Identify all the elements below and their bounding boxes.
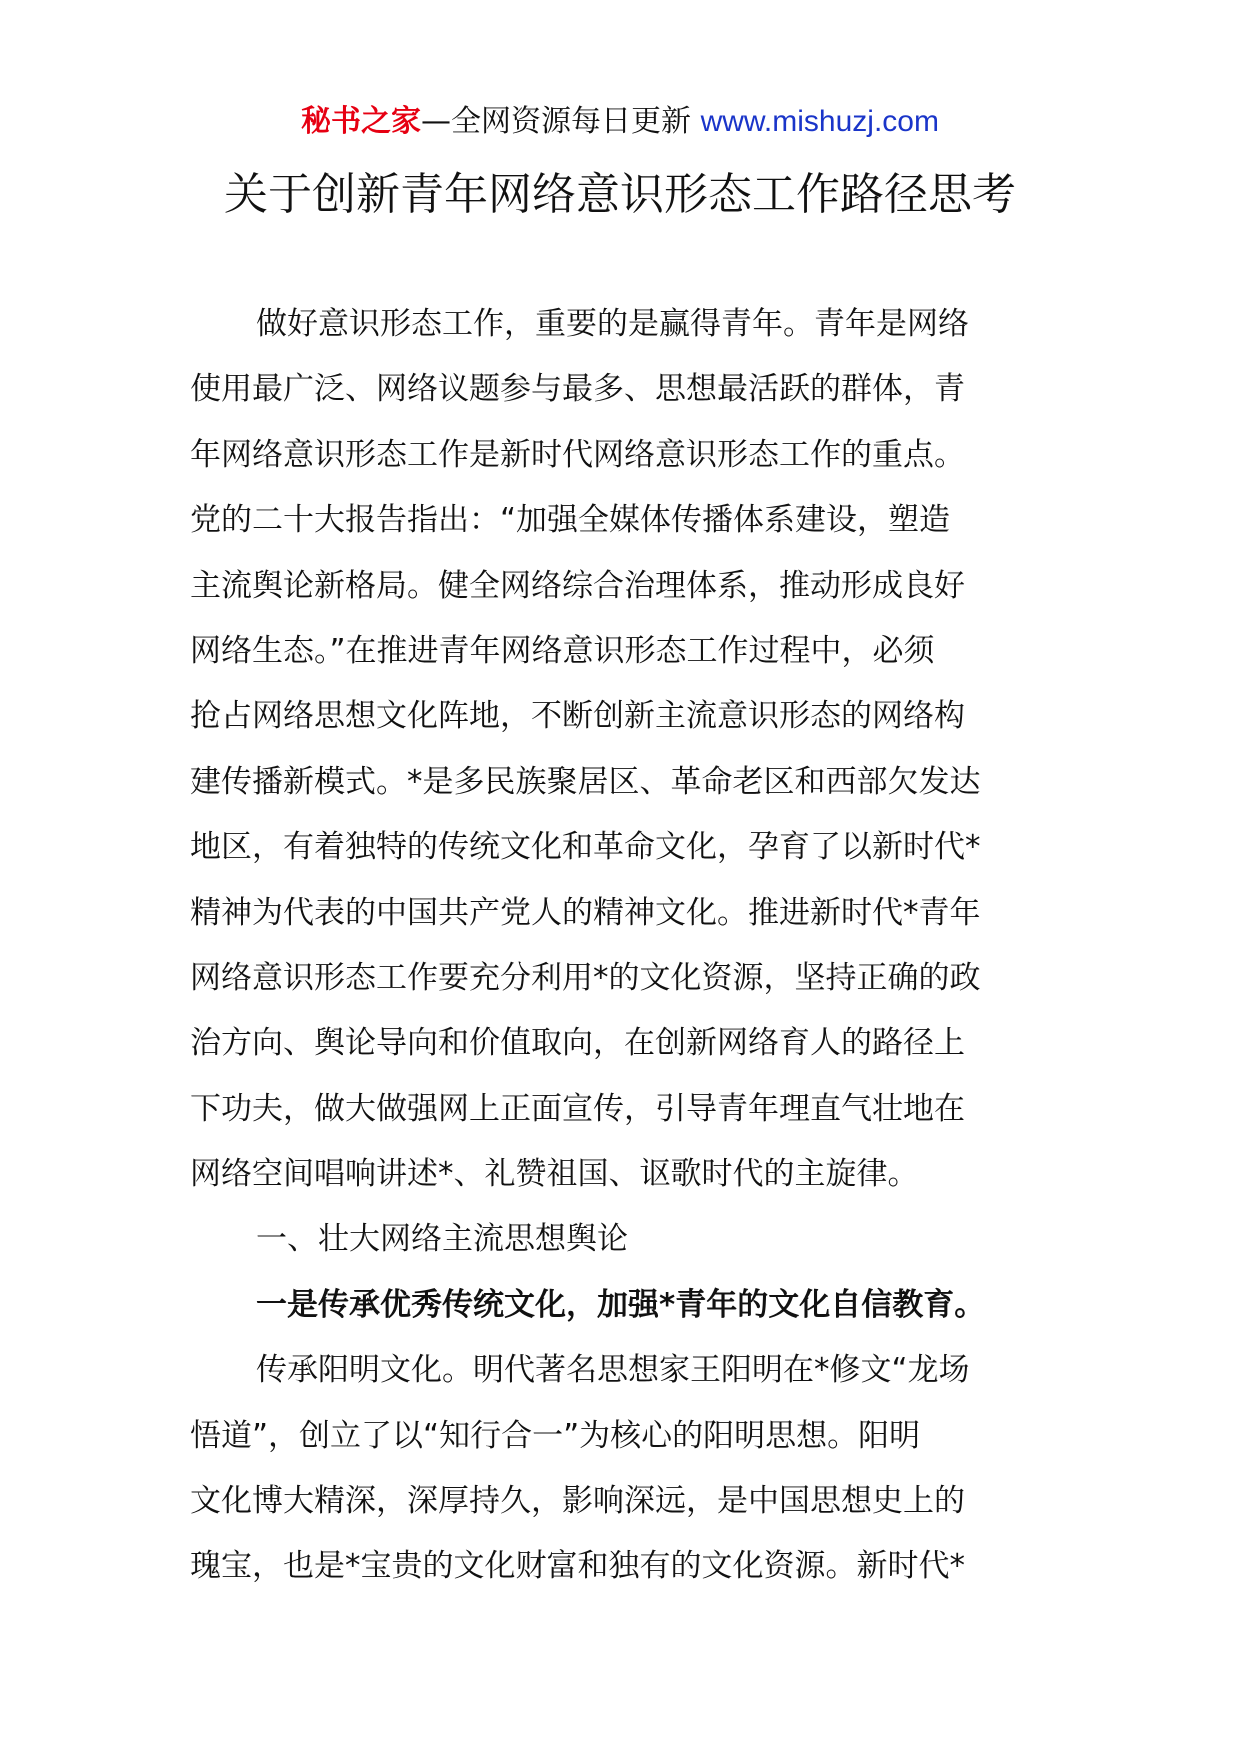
document-title: 关于创新青年网络意识形态工作路径思考	[224, 169, 1016, 220]
paragraph-1-line-14: 网络空间唱响讲述*、礼赞祖国、讴歌时代的主旋律。	[190, 1156, 919, 1193]
paragraph-1-line-9: 地区，有着独特的传统文化和革命文化，孕育了以新时代*	[190, 829, 981, 866]
brand-name: 秘书之家	[301, 104, 422, 139]
paragraph-1-line-8: 建传播新模式。*是多民族聚居区、革命老区和西部欠发达	[190, 763, 981, 800]
paragraph-1-line-4: 党的二十大报告指出：“加强全媒体传播体系建设，塑造	[190, 502, 951, 539]
paragraph-1-line-11: 网络意识形态工作要充分利用*的文化资源，坚持正确的政	[190, 959, 981, 996]
site-url-link[interactable]: www.mishuzj.com	[700, 105, 939, 138]
subsection-heading-1: 一是传承优秀传统文化，加强*青年的文化自信教育。	[256, 1286, 986, 1323]
paragraph-1-line-5: 主流舆论新格局。健全网络综合治理体系，推动形成良好	[190, 567, 965, 604]
paragraph-2-line-1: 传承阳明文化。明代著名思想家王阳明在*修文“龙场	[256, 1352, 970, 1389]
paragraph-1-line-10: 精神为代表的中国共产党人的精神文化。推进新时代*青年	[190, 894, 981, 931]
paragraph-2-line-3: 文化博大精深，深厚持久，影响深远，是中国思想史上的	[190, 1483, 965, 1520]
paragraph-1-line-13: 下功夫，做大做强网上正面宣传，引导青年理直气壮地在	[190, 1090, 965, 1127]
paragraph-1-line-12: 治方向、舆论导向和价值取向，在创新网络育人的路径上	[190, 1025, 965, 1062]
paragraph-2-line-4: 瑰宝，也是*宝贵的文化财富和独有的文化资源。新时代*	[190, 1548, 965, 1585]
paragraph-2-line-2: 悟道”，创立了以“知行合一”为核心的阳明思想。阳明	[190, 1417, 921, 1454]
paragraph-1-line-6: 网络生态。”在推进青年网络意识形态工作过程中，必须	[190, 632, 935, 669]
section-heading-1: 一、壮大网络主流思想舆论	[256, 1221, 628, 1258]
paragraph-1-line-3: 年网络意识形态工作是新时代网络意识形态工作的重点。	[190, 436, 965, 473]
paragraph-1-line-2: 使用最广泛、网络议题参与最多、思想最活跃的群体，青	[190, 371, 965, 408]
site-banner	[0, 100, 1240, 144]
paragraph-1-line-1: 做好意识形态工作，重要的是赢得青年。青年是网络	[256, 306, 969, 342]
banner-slogan: —全网资源每日更新	[421, 104, 692, 139]
paragraph-1-line-7: 抢占网络思想文化阵地，不断创新主流意识形态的网络构	[190, 698, 965, 735]
document-body	[190, 292, 1050, 1600]
